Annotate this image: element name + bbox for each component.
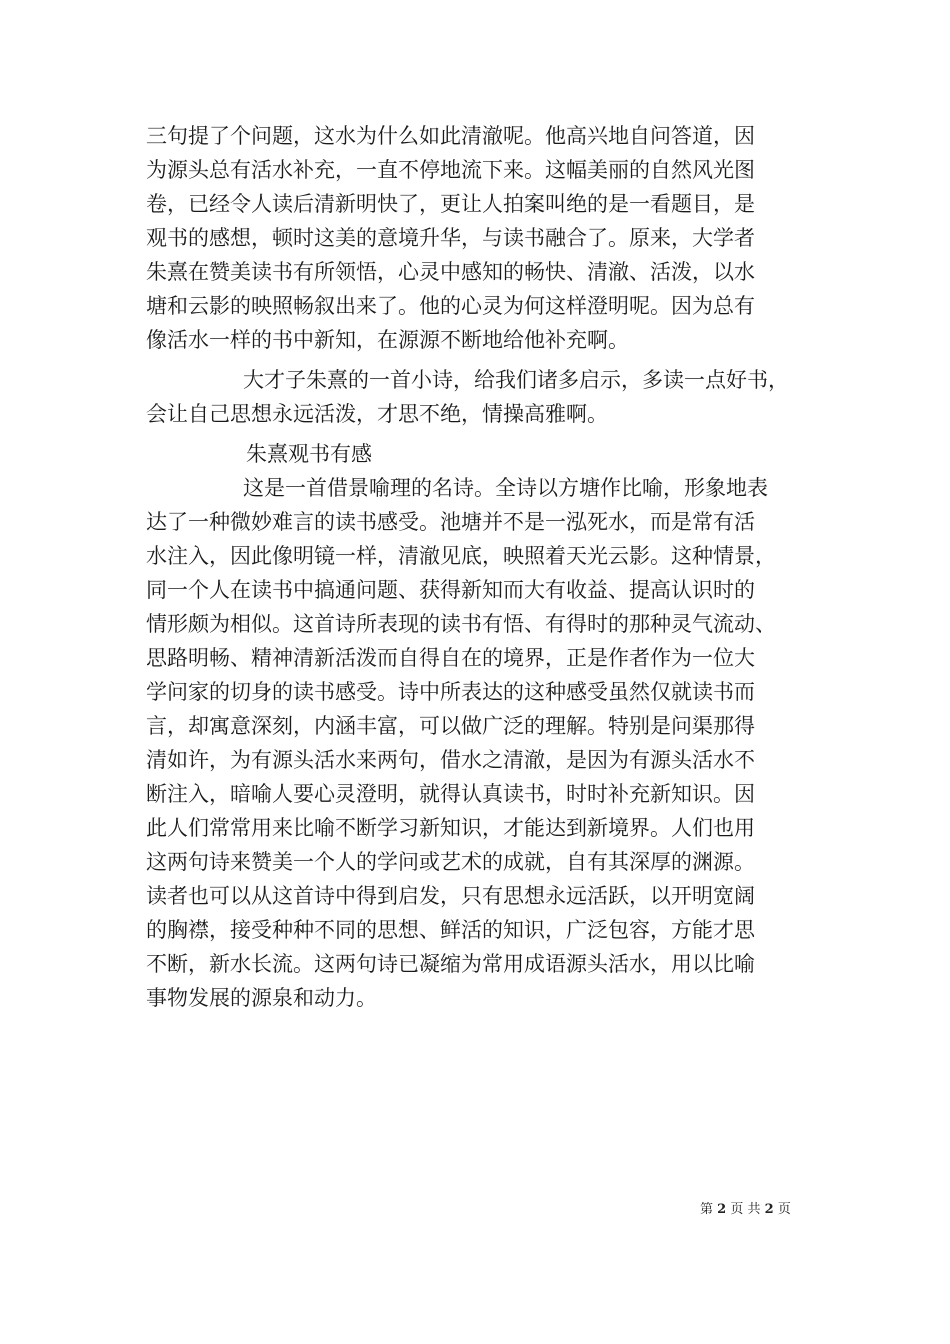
footer-middle: 页 共: [730, 1202, 761, 1217]
text-line: 观书的感想，顿时这美的意境升华，与读书融合了。原来，大学者: [146, 226, 755, 250]
text-line: 像活水一样的书中新知，在源源不断地给他补充啊。: [146, 328, 629, 352]
total-page-number: 2: [764, 1202, 774, 1217]
paragraph-1: [146, 119, 822, 357]
text-line: 这是一首借景喻理的名诗。全诗以方塘作比喻，形象地表: [243, 476, 768, 500]
document-body: [146, 119, 822, 1015]
text-line: 学问家的切身的读书感受。诗中所表达的这种感受虽然仅就读书而: [146, 680, 755, 704]
text-line: 三句提了个问题，这水为什么如此清澈呢。他高兴地自问答道，因: [146, 124, 755, 148]
text-line: 事物发展的源泉和动力。: [146, 986, 377, 1010]
current-page-number: 2: [717, 1202, 727, 1217]
text-line: 清如许，为有源头活水来两句，借水之清澈，是因为有源头活水不: [146, 748, 755, 772]
text-line: 思路明畅、精神清新活泼而自得自在的境界，正是作者作为一位大: [146, 646, 755, 670]
text-line: 同一个人在读书中搞通问题、获得新知而大有收益、提高认识时的: [146, 578, 755, 602]
page-footer: [700, 1200, 820, 1220]
text-line: 断注入，暗喻人要心灵澄明，就得认真读书，时时补充新知识。因: [146, 782, 755, 806]
text-line: 此人们常常用来比喻不断学习新知识，才能达到新境界。人们也用: [146, 816, 755, 840]
text-line: 为源头总有活水补充，一直不停地流下来。这幅美丽的自然风光图: [146, 158, 755, 182]
footer-prefix: 第: [700, 1202, 714, 1217]
text-line: 大才子朱熹的一首小诗，给我们诸多启示，多读一点好书，: [243, 368, 789, 392]
text-line: 达了一种微妙难言的读书感受。池塘并不是一泓死水，而是常有活: [146, 510, 755, 534]
text-line: 不断，新水长流。这两句诗已凝缩为常用成语源头活水，用以比喻: [146, 952, 755, 976]
text-line: 塘和云影的映照畅叙出来了。他的心灵为何这样澄明呢。因为总有: [146, 294, 755, 318]
paragraph-2: [146, 363, 822, 431]
paragraph-3: [146, 471, 822, 1015]
text-line: 朱熹在赞美读书有所领悟，心灵中感知的畅快、清澈、活泼，以水: [146, 260, 755, 284]
text-line: 言，却寓意深刻，内涵丰富，可以做广泛的理解。特别是问渠那得: [146, 714, 755, 738]
text-line: 读者也可以从这首诗中得到启发，只有思想永远活跃，以开明宽阔: [146, 884, 755, 908]
text-line: 这两句诗来赞美一个人的学问或艺术的成就，自有其深厚的渊源。: [146, 850, 755, 874]
text-line: 的胸襟，接受种种不同的思想、鲜活的知识，广泛包容，方能才思: [146, 918, 755, 942]
text-line: 会让自己思想永远活泼，才思不绝，情操高雅啊。: [146, 402, 608, 426]
footer-suffix: 页: [777, 1202, 791, 1217]
text-line: 情形颇为相似。这首诗所表现的读书有悟、有得时的那种灵气流动、: [146, 612, 776, 636]
section-heading: 朱熹观书有感: [246, 442, 372, 466]
text-line: 卷，已经令人读后清新明快了，更让人拍案叫绝的是一看题目，是: [146, 192, 755, 216]
text-line: 水注入，因此像明镜一样，清澈见底，映照着天光云影。这种情景，: [146, 544, 776, 568]
